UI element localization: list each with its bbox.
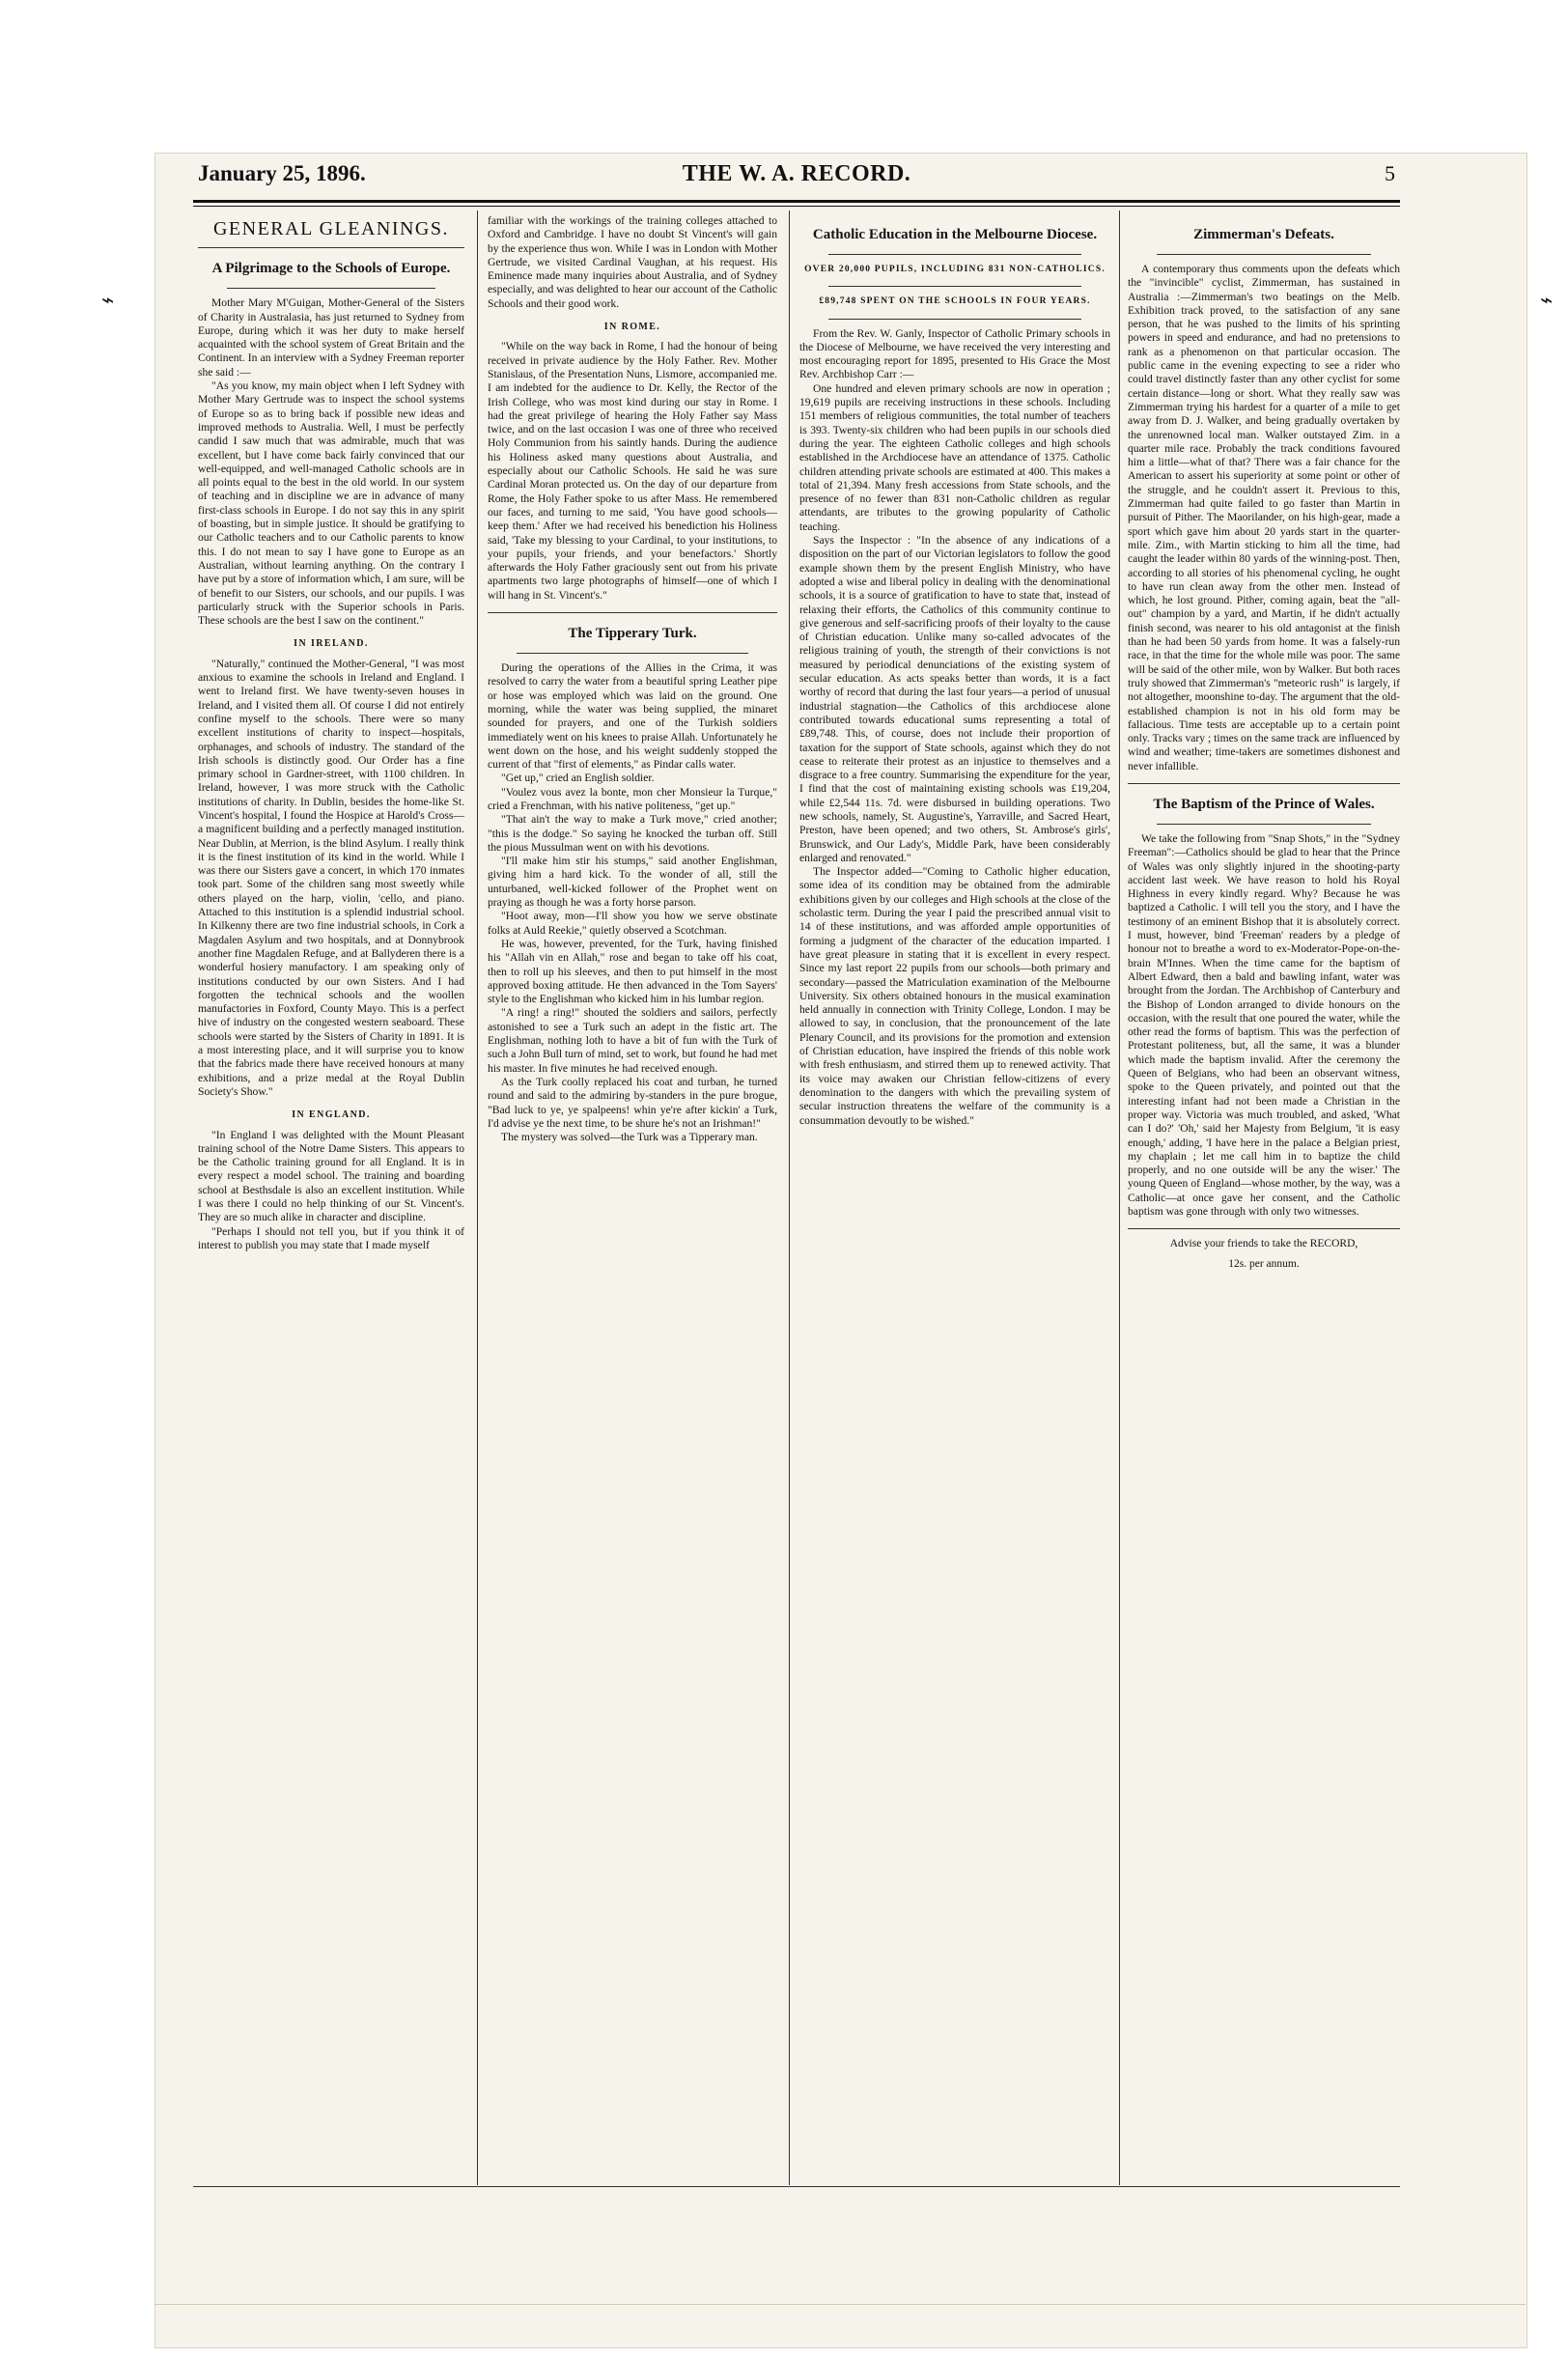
column-1 [198, 214, 464, 2184]
subheading: IN ENGLAND. [292, 1109, 371, 1121]
paragraph: As the Turk coolly replaced his coat and turban, he turned round and said to the admiring by-standers in the pure brogue, "Bad luck to ye, ye spalpeens! whin ye're after kickin' a Turk, I'd advise ye the next time, to be shure he's not an Irishman!" [488, 1075, 777, 1130]
rule [1157, 824, 1371, 825]
deck: £89,748 SPENT ON THE SCHOOLS IN FOUR YEARS. [819, 296, 1091, 307]
paragraph: "I'll make him stir his stumps," said another Englishman, giving him a hard kick. To the wonder of all, still the unturbaned, well-kicked follower of the Prophet went on praying as though he was a forty horse parson. [488, 855, 777, 910]
section-heading: GENERAL GLEANINGS. [212, 218, 449, 239]
rule [488, 612, 777, 613]
paragraph: We take the following from "Snap Shots," in the "Sydney Freeman":—Catholics should be glad to hear that the Prince of Wales was only slightly injured in the shooting-party accident last week. We have reason to hold his Royal Highness in every kindly regard. Why? Because he was baptized a Catholic. I will tell you the story, and I have the testimony of an eminent Bishop that it is absolutely correct. I must, however, bind 'Freeman' readers by a pledge of honour not to breathe a word to ex-Moderator-Pope-on-the-brain M'Innes. When the time came for the baptism of Albert Edward, then a bald and bawling infant, water was brought from the Jordan. The Archbishop of Canterbury and the Bishop of London arranged to divide honours on the occasion, with the result that one poured the water, while the other read the forms of baptism. This was the perfection of Protestant politeness, but, all the same, it was a blunder which made the baptism invalid. After the ceremony the Queen of Belgians, who had been an observant witness, spoke to the Queen privately, and pointed out that the interesting infant had not been made a Christian in the proper way. Victoria was much troubled, and asked, 'What can I do?' 'Oh,' said her Majesty from Belgium, 'it is easy enough,' adding, 'I have here in the palace a Belgian priest, my chaplain ; let me call him in to baptize the child properly, and no one outside will be any the wiser.' The young Queen of England—whose mother, by the way, was a Catholic—at once gave her consent, and the Catholic baptism was gone through with only two witnesses. [1128, 831, 1400, 1218]
paragraph: "A ring! a ring!" shouted the soldiers and sailors, perfectly astonished to see a Turk such an adept in the fistic art. The Englishman, nothing loth to have a bit of fun with the Turk of such a John Bull turn of mind, set to work, but found he had met his master. In five minutes he had received enough. [488, 1006, 777, 1075]
masthead-title: THE W. A. RECORD. [682, 161, 911, 186]
rule [828, 286, 1081, 287]
column-2 [488, 214, 777, 2184]
rule [198, 247, 464, 248]
paragraph: He was, however, prevented, for the Turk, having finished his "Allah vin en Allah," rose and began to take off his coat, then to roll up his sleeves, and then to put himself in the most approved boxing attitude. He then advanced in the Tom Sayers' style to the Englishman who kicked him in his lumbar region. [488, 937, 777, 1006]
article-title: Catholic Education in the Melbourne Diocese. [812, 227, 1098, 242]
scan-edge [154, 2304, 1526, 2305]
paragraph: The Inspector added—"Coming to Catholic higher education, some idea of its condition may be obtained from the admirable exhibitions given by our colleges and High schools at the close of the scholastic term. During the year I paid the prescribed annual visit to 14 of these institutions, and was afforded ample opportunities of forming a judgment of the character of the education imparted. I have great pleasure in stating that it is excellent in every respect. Since my last report 22 pupils from our schools—both primary and secondary—passed the Matriculation examination of the Melbourne University. Six others obtained honours in the musical examination held annually in connection with Trinity College, London. I may be allowed to say, in conclusion, that the pronouncement of the late Plenary Council, and its provisions for the promotion and extension of Christian education, have inspired the friends of this noble work with fresh enthusiasm, and stirred them up to renewed activity. That its voice may awaken our Christian fellow-citizens of every denomination to the dangers with which the prevailing system of secular instruction threatens the welfare of the community is a consummation devoutly to be wished." [799, 865, 1110, 1127]
header-rule-thin [193, 206, 1400, 207]
paragraph: "That ain't the way to make a Turk move," cried another; "this is the dodge." So saying he knocked the turban off. Still the pious Mussulman went on with his devotions. [488, 813, 777, 854]
paragraph: The mystery was solved—the Turk was a Tipperary man. [501, 1131, 758, 1144]
rule [828, 254, 1081, 255]
column-divider [477, 211, 478, 2185]
paragraph: "In England I was delighted with the Mount Pleasant training school of the Notre Dame Sisters. This appears to be the Catholic training ground for all England. It is in every respect a model school. The training and boarding school at Besthsdale is also an excellent institution. While I was there I could no help thinking of our St. Vincent's. They are so much alike in character and discipline. [198, 1128, 464, 1224]
rule [1128, 783, 1400, 784]
rule [1128, 1228, 1400, 1229]
footer-rule [193, 2186, 1400, 2187]
paragraph: "While on the way back in Rome, I had the honour of being received in private audience by the Holy Father. Rev. Mother Stanislaus, of the Presentation Nuns, Lismore, accompanied me. I am indebted for the audience to Dr. Kelly, the Rector of the Irish College, who was most kind during our stay in Rome. I had the great privilege of hearing the Holy Father say Mass twice, and on the last occasion I was one of three who received Holy Communion from his saintly hands. During the audience his Holiness asked many questions about Australia, and especially about our Catholic Schools. He said he was sure Cardinal Moran protected us. On the day of our departure from Rome, the Holy Father spoke to us after Mass. He remembered our faces, and turning to me said, 'You have good schools—keep them.' After we had received his benediction his Holiness said, 'Take my blessing to your Cardinal, to your institutions, to your pupils, your friends, and your benefactors.' Shortly afterwards the Holy Father graciously sent out from his private apartments two large photographs of himself—one of which I will hang in St. Vincent's." [488, 340, 777, 602]
rule [828, 319, 1081, 320]
header-rule [193, 200, 1400, 203]
rule [517, 653, 748, 654]
column-4 [1128, 214, 1400, 2184]
deck: OVER 20,000 PUPILS, INCLUDING 831 NON-CATHOLICS. [804, 265, 1106, 274]
issue-date: January 25, 1896. [198, 161, 366, 185]
subheading: IN ROME. [603, 322, 661, 333]
paragraph: "Perhaps I should not tell you, but if you think it of interest to publish you may state that I made myself [198, 1224, 464, 1251]
paragraph: During the operations of the Allies in the Crima, it was resolved to carry the water from a beautiful spring Leather pipe or hose was employed which was laid on the ground. One morning, while the water was being supplied, the minaret sounded for prayers, and one of the Turkish soldiers immediately went on his knees to praise Allah. Unfortunately he went down on the hose, and his weight suddenly stopped the current of that "first of elements," as Pindar calls water. [488, 661, 777, 772]
column-divider [789, 211, 790, 2185]
column-divider [1119, 211, 1120, 2185]
subscription-notice: Advise your friends to take the RECORD, [1169, 1238, 1358, 1250]
rule [1157, 254, 1371, 255]
paragraph: familiar with the workings of the training colleges attached to Oxford and Cambridge. I have no doubt St Vincent's will gain by the experience thus won. While I was in London with Mother Gertrude, we visited Cardinal Vaughan, at his request. His Eminence made many inquiries about Australia, and of Sydney especially, and was delighted to hear our account of the Catholic Schools and their good work. [488, 214, 777, 310]
paragraph: "Get up," cried an English soldier. [501, 772, 655, 785]
binding-mark-right-icon: ⌁ [1540, 289, 1554, 313]
paragraph: A contemporary thus comments upon the defeats which the "invincible" cyclist, Zimmerman, has sustained in Australia :—Zimmerman's two beatings on the Melb. Exhibition track proved, to the satisfaction of any sane person, that he was pushed to the limits of his sprinting powers in speed and endurance, and had no pretensions to rank as a phenomenon on that particular occasion. The public came in the evening expecting to see a rider who could travel distinctly faster than any other cyclist for some certain distance—long or short. What they really saw was Zimmerman trying his hardest for a quarter of a mile to get away from D. J. Walker, and being gradually overtaken by the unrenowned local man. Walker outstayed Zim. in a quarter mile race. Probably the track conditions favoured him a little—what of that? There was a fair chance for the American to assert his superiority at some point or other of the struggle, and he couldn't assert it. Previous to this, Zimmerman had quite failed to go faster than Martin in pursuit of Pither. The Maorilander, on his high-gear, made a sport which gave him about 20 yards start in the quarter-mile. Zim., with Martin sticking to him all the time, had caught the leader within 80 yards of the winning-post. Then, according to all stories of his phenomenal cycling, he ought to have run clean away from the other men. Instead of which, he lost ground. Pither, coming again, beat the "all-out" champion by a yard, and Martin, if he didn't actually finish second, was nearer to his old antagonist at the finish than he had been 50 yards from home. It was a falsely-run race, in that the time for the whole mile was poor. The same will be said of the other mile, won by Walker. But both races truly showed that Zimmerman's "meteoric rush" is largely, if not altogether, moonshine to-day. The argument that the old-established champion is not in his old form may be fallacious. Time tests are acceptable up to a certain point only. Tracks vary ; times on the same track are influenced by wind and weather; time-takers are sometimes dishonest and never infallible. [1128, 263, 1400, 772]
subscription-price: 12s. per annum. [1228, 1257, 1300, 1270]
page-number: 5 [1385, 161, 1395, 185]
paragraph: "As you know, my main object when I left Sydney with Mother Mary Gertrude was to inspect the school systems of Europe so as to bring back if possible new ideas and improved methods to Australia. Well, I must be perfectly candid I saw much that was admirable, much that was excellent, but I have come back fairly convinced that our well-equipped, and well-managed Catholic schools are in all points equal to the best in the old world. In our system of teaching and in discipline we are in advance of many first-class schools in Europe. I do not say this in any spirit of boasting, but in simple justice. It should be gratifying to our Catholic teachers and to our Catholic parents to know this. I do not mean to say I have gone to Europe as an Australian, without learning anything. On the contrary I have put by a store of information which, I am sure, will be of benefit to our Sisters, our schools, and our pupils. I was particularly struck with the Superior schools in Paris. These schools are the best I saw on the continent." [198, 379, 464, 628]
paragraph: Says the Inspector : "In the absence of any indications of a disposition on the part of our Victorian legislators to follow the good example shown them by the present English Ministry, who have adopted a wise and liberal policy in dealing with the denominational schools, it is a source of gratification to have to state that, instead of relaxing their efforts, the Catholics of this community continue to give generous and self-sacrificing proofs of their loyalty to the cause of Christian education. Unlike many so-called advocates of the religious training of youth, the strength of their convictions is not measured by periodical denunciations of the existing system of secular education. As acts speaks better than words, it is a fact worthy of record that during the last four years—a period of unusual industrial stagnation—the Catholics of this archdiocese alone contributed towards educational sums representing a total of £89,748. This, of course, does not include their proportion of taxation for the support of State schools, against which they do not cease to reiterate their protest as an injustice to themselves and a disgrace to a free country. Summarising the expenditure for the year, I find that the cost of maintaining existing schools was £19,204, while £2,544 11s. 7d. were disbursed in building operations. Two new schools, namely, St. Augustine's, Yarraville, and Sacred Heart, Preston, have been opened; and two others, St. Ambrose's girls', Brunswick, and Our Lady's, Middle Park, have been considerably enlarged and renovated." [799, 534, 1110, 864]
paragraph: "Naturally," continued the Mother-General, "I was most anxious to examine the schools in Ireland and England. I went to Ireland first. We have twenty-seven houses in Ireland, and I visited them all. Of course I did not entirely confine myself to the schools. There were so many excellent institutions of charity to inspect—hospitals, orphanages, and schools of industry. The standard of the Irish schools is distinctly good. Our Order has a fine primary school in Gardner-street, with 1100 children. In Ireland, however, I was more struck with the Catholic institutions of charity. In Dublin, besides the home-like St. Vincent's hospital, I found the Hospice at Harold's Cross—a magnificent building and a perfectly managed institution. Near Dublin, at Merrion, is the blind Asylum. I really think it is the finest institution of its kind in the world. While I was there our Sisters gave a concert, in which 170 inmates took part. Some of the children sang most sweetly while others played on the harp, violin, 'cello, and piano. Attached to this institution is a splendid industrial school. In Kilkenny there are two fine industrial schools, in Cork a Magdalen Asylum and two hospitals, and at Donnybrook another fine Magdalen Refuge, and at Ballyderen there is a wonderful hosiery manufactory. I am speaking only of institutions conducted by our own Sisters. And I had forgotten the technical schools and the woollen manufactories in Foxford, County Mayo. This is a perfect hive of industry on the congested western seaboard. These schools were started by the Sisters of Charity in 1891. It is a most interesting place, and it will surprise you to know that the fabrics made there have received honours at many exhibitions, and a prize medal at the Royal Dublin Society's Show." [198, 657, 464, 1098]
paragraph: "Hoot away, mon—I'll show you how we serve obstinate folks at Auld Reekie," quietly observed a Scotchman. [488, 910, 777, 937]
paragraph: "Voulez vous avez la bonte, mon cher Monsieur la Turque," cried a Frenchman, with his native politeness, "get up." [488, 785, 777, 812]
article-title: The Tipperary Turk. [568, 626, 697, 642]
article-title: The Baptism of the Prince of Wales. [1153, 796, 1375, 812]
article-title: A Pilgrimage to the Schools of Europe. [211, 261, 451, 277]
article-title: Zimmerman's Defeats. [1193, 227, 1334, 242]
binding-mark-left-icon: ⌁ [101, 289, 115, 313]
page-header [198, 159, 1395, 198]
subheading: IN IRELAND. [294, 638, 369, 650]
rule [227, 288, 435, 289]
paragraph: Mother Mary M'Guigan, Mother-General of the Sisters of Charity in Australasia, has just returned to Sydney from Europe, during which it was her duty to make herself acquainted with the school system of Great Britain and the Continent. In an interview with a Sydney Freeman reporter she said :— [198, 296, 464, 379]
paragraph: From the Rev. W. Ganly, Inspector of Catholic Primary schools in the Diocese of Melbourne, we have received the very interesting and most encouraging report for 1895, presented to His Grace the Most Rev. Archbishop Carr :— [799, 326, 1110, 381]
paragraph: One hundred and eleven primary schools are now in operation ; 19,619 pupils are receiving instructions in these schools. Including 151 members of religious communities, the total number of teachers is 393. Twenty-six children who had been pupils in our schools died during the year. The eighteen Catholic colleges and high schools established in the Archdiocese have an attendance of 1375. Catholic children attending private schools are estimated at 400. This makes a total of 21,394. Many fresh accessions from State schools, and the presence of no fewer than 831 non-Catholic children as regular attendants, are tributes to the growing popularity of Catholic teaching. [799, 381, 1110, 533]
column-3 [799, 214, 1110, 2184]
